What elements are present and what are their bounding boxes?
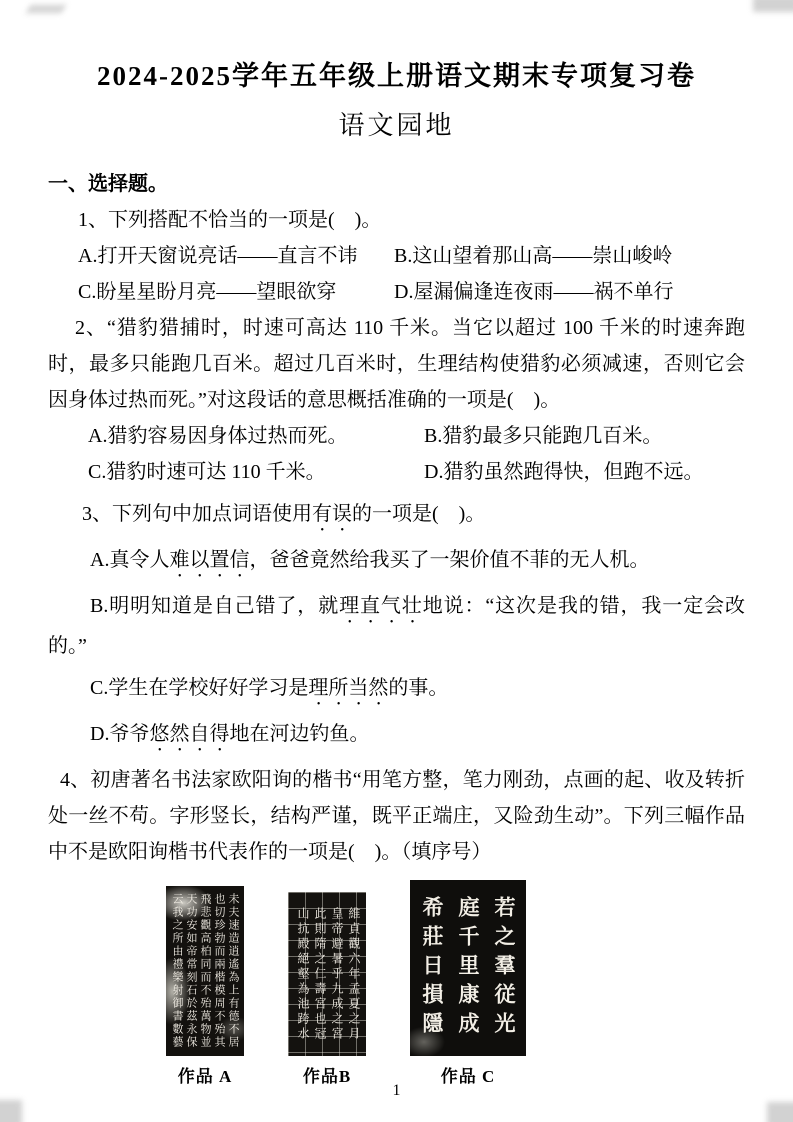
exam-body xyxy=(48,166,745,1087)
emphasized-word: 有误 xyxy=(312,503,352,525)
question-4-stem: 4、初唐著名书法家欧阳询的楷书“用笔方整，笔力刚劲，点画的起、收及转折处一丝不苟。字形竖长，结构严谨，既平正端庄，又险劲生动”。下列三幅作品中不是欧阳询楷书代表作的一项是( )。（填序号） xyxy=(48,769,745,863)
calligraphy-column: 此則隋之仁壽宮也冠 xyxy=(313,906,327,1042)
question-2-options-row-1 xyxy=(88,418,745,454)
question-2-option-d: D.猎豹虽然跑得快，但跑不远。 xyxy=(424,461,704,483)
emphasized-word: 难以置信 xyxy=(169,549,250,571)
question-1-stem: 1、下列搭配不恰当的一项是( )。 xyxy=(78,209,382,231)
question-3-stem xyxy=(48,496,745,536)
calligraphy-column: 天功安如帝常刻石於茲永保 xyxy=(185,893,197,1049)
text-segment: B.明明知道是自己错了，就 xyxy=(90,595,340,617)
calligraphy-column: 皇帝避暑乎九成之宮 xyxy=(330,906,344,1042)
artwork-a xyxy=(166,886,244,1087)
calligraphy-column: 未夫速造逍遙為上有德不居 xyxy=(227,893,239,1049)
artwork-b-calligraphy-image xyxy=(288,892,366,1056)
question-2-stem: 2、“猎豹猎捕时，时速可高达 110 千米。当它以超过 100 千米的时速奔跑时，最多只能跑几百米。超过几百米时，生理结构使猎豹必须减速，否则它会因身体过热而死。”对这段话的意思概括准确的一项是( )。 xyxy=(48,317,745,411)
calligraphy-column: 飛悲觀高柏同而不殆萬物並 xyxy=(199,893,211,1049)
page-number: 1 xyxy=(392,1082,401,1099)
scan-artifact xyxy=(767,1102,793,1122)
emphasized-word: 理所当然 xyxy=(308,677,389,699)
scan-artifact xyxy=(0,1100,22,1122)
calligraphy-column: 若之羣従光 xyxy=(492,895,516,1041)
section-heading: 一、选择题。 xyxy=(48,173,168,195)
question-1-option-a: A.打开天窗说亮话——直言不讳 xyxy=(78,245,358,267)
calligraphy-column: 希莊日損隱 xyxy=(420,895,444,1041)
artwork-c-calligraphy-image xyxy=(410,880,526,1056)
calligraphy-column: 維貞觀六年孟夏之月 xyxy=(347,906,361,1042)
calligraphy-column: 山抗殿絕壑為池跨水 xyxy=(296,906,310,1042)
artwork-a-calligraphy-image xyxy=(166,886,244,1056)
calligraphy-column: 庭千里康成 xyxy=(456,895,480,1041)
question-2-option-b: B.猎豹最多只能跑几百米。 xyxy=(424,425,663,447)
calligraphy-column: 也切珍勃而兩楷模周不殆其 xyxy=(213,893,225,1049)
artworks-row xyxy=(166,880,745,1087)
artwork-b-caption: 作品B xyxy=(302,1067,352,1086)
text-segment: ，爸爸竟然给我买了一架价值不菲的无人机。 xyxy=(249,549,650,571)
text-segment: C.学生在学校好好学习是 xyxy=(90,677,309,699)
question-3-option-c xyxy=(48,670,745,710)
scan-artifact xyxy=(27,5,66,13)
text-segment: 3、下列句中加点词语使用 xyxy=(82,503,312,525)
text-segment: A.真令人 xyxy=(90,549,170,571)
question-1-options-row-2 xyxy=(78,274,745,310)
exam-title: 2024-2025学年五年级上册语文期末专项复习卷 xyxy=(97,61,696,91)
question-1-option-c: C.盼星星盼月亮——望眼欲穿 xyxy=(78,281,337,303)
exam-subtitle: 语文园地 xyxy=(338,111,455,140)
question-2-options-row-2 xyxy=(88,454,745,490)
text-segment: D.爷爷 xyxy=(90,723,150,745)
artwork-a-caption: 作品 A xyxy=(177,1067,233,1086)
question-1-option-d: D.屋漏偏逢连夜雨——祸不单行 xyxy=(394,281,674,303)
text-segment: 的事。 xyxy=(388,677,449,699)
artwork-c-caption: 作品 C xyxy=(440,1067,496,1086)
scan-artifact xyxy=(753,0,793,12)
question-3-option-d xyxy=(48,716,745,756)
text-segment: 地在河边钓鱼。 xyxy=(229,723,370,745)
text-segment: 地说：“这次是我的错，我一定会改的。” xyxy=(48,595,745,657)
question-2-option-c: C.猎豹时速可达 110 千米。 xyxy=(88,461,326,483)
artwork-c xyxy=(410,880,526,1087)
question-1-option-b: B.这山望着那山高——崇山峻岭 xyxy=(394,245,673,267)
question-3-option-a xyxy=(48,542,745,582)
emphasized-word: 理直气壮 xyxy=(339,595,423,617)
question-3-option-b xyxy=(48,588,745,664)
text-segment: 的一项是( )。 xyxy=(352,503,486,525)
question-1-options-row-1 xyxy=(78,238,745,274)
question-2-option-a: A.猎豹容易因身体过热而死。 xyxy=(88,425,348,447)
artwork-b xyxy=(288,892,366,1087)
calligraphy-column: 云我之所由禮樂射御書數藝 xyxy=(171,893,183,1049)
emphasized-word: 悠然自得 xyxy=(149,723,230,745)
